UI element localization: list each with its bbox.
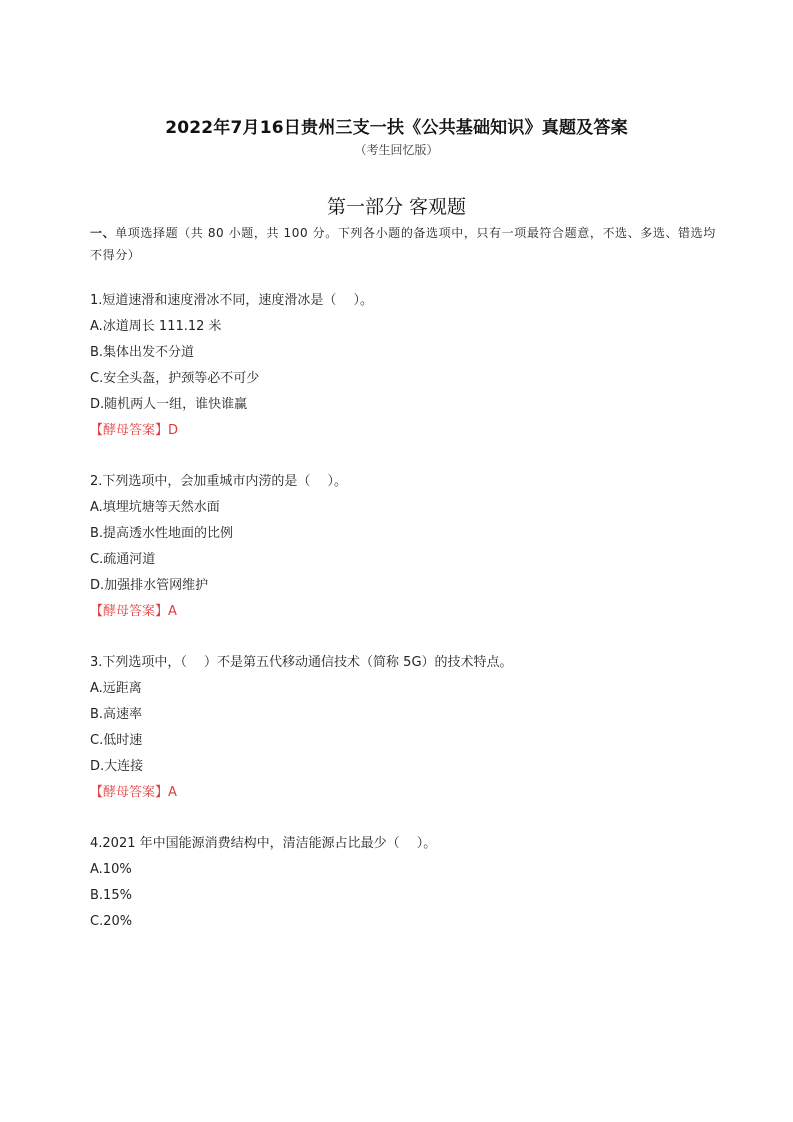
option-d: D.加强排水管网维护 <box>90 578 209 593</box>
option-b: B.高速率 <box>90 707 143 722</box>
option-d: D.大连接 <box>90 759 144 774</box>
question-list <box>90 288 730 960</box>
option-c: C.疏通河道 <box>90 552 156 567</box>
question-stem: 2.下列选项中，会加重城市内涝的是（ ）。 <box>90 474 348 489</box>
answer-label: 【酵母答案】A <box>90 604 177 619</box>
question-4 <box>90 831 730 935</box>
question-2 <box>90 469 730 625</box>
option-a: A.填埋坑塘等天然水面 <box>90 500 220 515</box>
question-stem: 4.2021 年中国能源消费结构中，清洁能源占比最少（ ）。 <box>90 836 437 851</box>
instructions-lead: 一、 <box>90 226 116 240</box>
question-stem: 1.短道速滑和速度滑冰不同，速度滑冰是（ ）。 <box>90 293 374 308</box>
answer-label: 【酵母答案】A <box>90 785 177 800</box>
question-stem: 3.下列选项中，（ ）不是第五代移动通信技术（简称 5G）的技术特点。 <box>90 655 513 670</box>
document-subtitle: （考生回忆版） <box>354 143 439 157</box>
option-a: A.远距离 <box>90 681 142 696</box>
option-c: C.20% <box>90 914 133 929</box>
question-3 <box>90 650 730 806</box>
option-a: A.冰道周长 111.12 米 <box>90 319 222 334</box>
document-title: 2022年7月16日贵州三支一扶《公共基础知识》真题及答案 <box>165 118 628 138</box>
option-c: C.安全头盔，护颈等必不可少 <box>90 371 260 386</box>
answer-label: 【酵母答案】D <box>90 423 179 438</box>
option-c: C.低时速 <box>90 733 143 748</box>
option-b: B.集体出发不分道 <box>90 345 195 360</box>
option-d: D.随机两人一组，谁快谁赢 <box>90 397 248 412</box>
question-1 <box>90 288 730 444</box>
option-a: A.10% <box>90 862 132 877</box>
section-instructions <box>90 222 720 266</box>
instructions-text: 单项选择题（共 80 小题，共 100 分。下列各小题的备选项中，只有一项最符合题意，不选、多选、错选均不得分） <box>90 226 716 262</box>
option-b: B.提高透水性地面的比例 <box>90 526 234 541</box>
option-b: B.15% <box>90 888 132 903</box>
part-title: 第一部分 客观题 <box>326 196 467 218</box>
